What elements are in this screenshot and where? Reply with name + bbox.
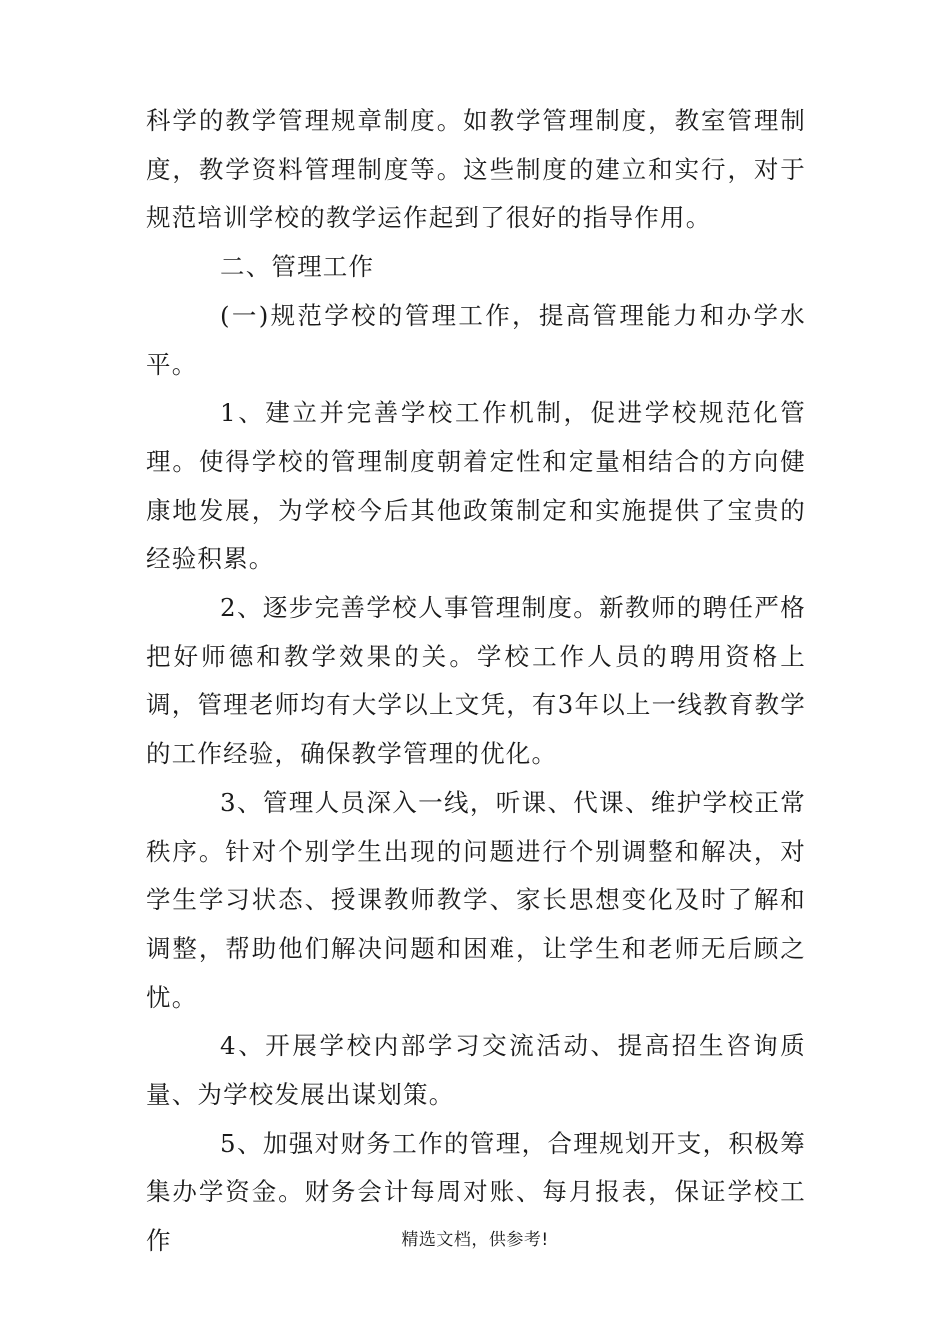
paragraph-item-1: 1、建立并完善学校工作机制，促进学校规范化管理。使得学校的管理制度朝着定性和定量相结合的方向健康地发展，为学校今后其他政策制定和实施提供了宝贵的经验积累。 bbox=[146, 398, 806, 574]
subsection-heading-1: (一)规范学校的管理工作，提高管理能力和办学水平。 bbox=[146, 300, 806, 379]
page-footer: 精选文档，供参考! bbox=[401, 1230, 549, 1250]
paragraph-item-2: 2、逐步完善学校人事管理制度。新教师的聘任严格把好师德和教学效果的关。学校工作人员的聘用资格上调，管理老师均有大学以上文凭，有3年以上一线教育教学的工作经验，确保教学管理的优化。 bbox=[146, 593, 806, 769]
paragraph-continuation: 科学的教学管理规章制度。如教学管理制度，教室管理制度，教学资料管理制度等。这些制度的建立和实行，对于规范培训学校的教学运作起到了很好的指导作用。 bbox=[146, 106, 806, 233]
document-body bbox=[146, 97, 806, 1266]
section-heading-management: 二、管理工作 bbox=[220, 252, 375, 282]
paragraph-item-4: 4、开展学校内部学习交流活动、提高招生咨询质量、为学校发展出谋划策。 bbox=[146, 1031, 806, 1110]
paragraph-item-3: 3、管理人员深入一线，听课、代课、维护学校正常秩序。针对个别学生出现的问题进行个别调整和解决，对学生学习状态、授课教师教学、家长思想变化及时了解和调整，帮助他们解决问题和困难，让学生和老师无后顾之忧。 bbox=[146, 787, 806, 1012]
paragraph-item-5: 5、加强对财务工作的管理，合理规划开支，积极筹集办学资金。财务会计每周对账、每月报表，保证学校工作 bbox=[146, 1128, 806, 1256]
